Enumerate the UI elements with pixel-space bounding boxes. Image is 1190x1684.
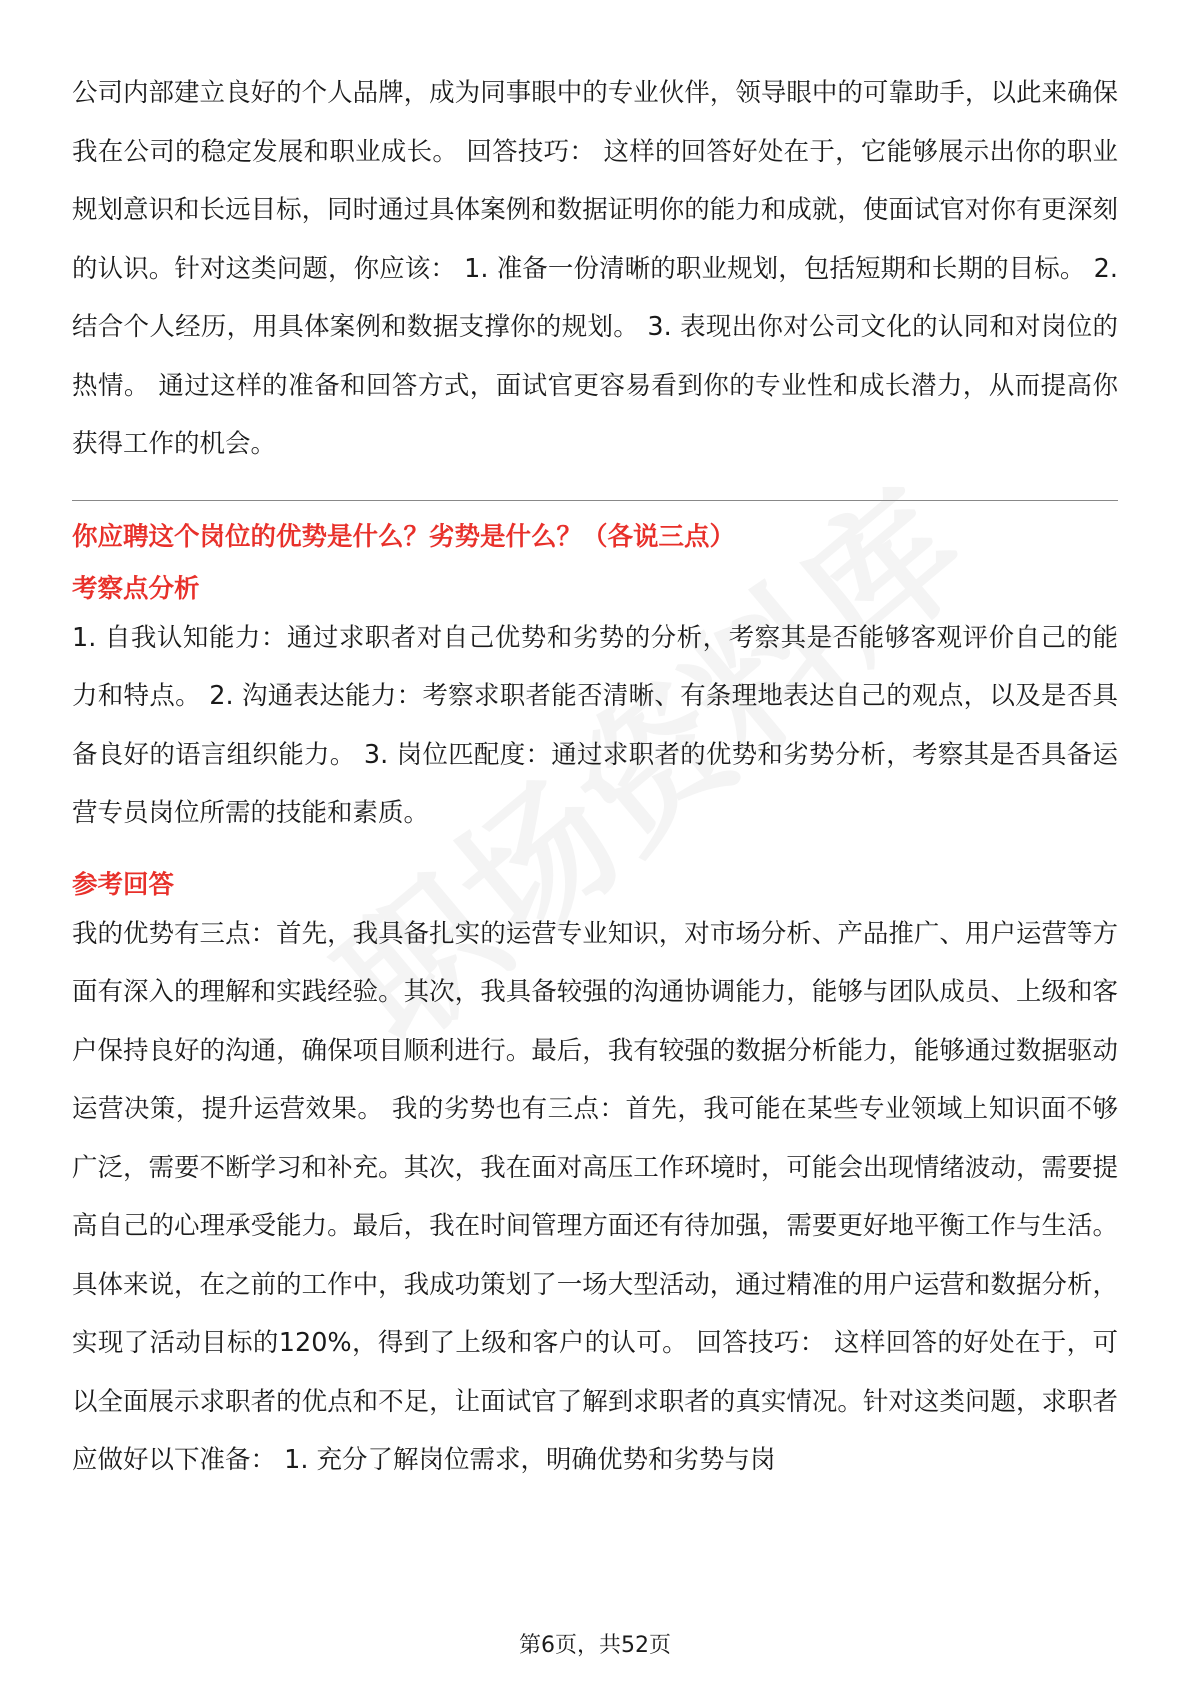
answer-paragraph: 我的优势有三点：首先，我具备扎实的运营专业知识，对市场分析、产品推广、用户运营等方面有深入的理解和实践经验。其次，我具备较强的沟通协调能力，能够与团队成员、上级和客户保持良好的沟通，确保项目顺利进行。最后，我有较强的数据分析能力，能够通过数据驱动运营决策，提升运营效果。 我的劣势也有三点：首先，我可能在某些专业领域上知识面不够广泛，需要不断学习和补充。其次，我在面对高压工作环境时，可能会出现情绪波动，需要提高自己的心理承受能力。最后，我在时间管理方面还有待加强，需要更好地平衡工作与生活。 具体来说，在之前的工作中，我成功策划了一场大型活动，通过精准的用户运营和数据分析，实现了活动目标的120%，得到了上级和客户的认可。 回答技巧： 这样回答的好处在于，可以全面展示求职者的优点和不足，让面试官了解到求职者的真实情况。针对这类问题，求职者应做好以下准备： 1. 充分了解岗位需求，明确优势和劣势与岗 bbox=[72, 918, 1118, 1475]
question-title: 你应聘这个岗位的优势是什么？劣势是什么？（各说三点） bbox=[72, 521, 736, 552]
analysis-paragraph: 1. 自我认知能力：通过求职者对自己优势和劣势的分析，考察其是否能够客观评价自己的能力和特点。 2. 沟通表达能力：考察求职者能否清晰、有条理地表达自己的观点，以及是否具备良好的语言组织能力。 3. 岗位匹配度：通过求职者的优势和劣势分析，考察其是否具备运营专员岗位所需的技能和素质。 bbox=[72, 622, 1118, 828]
answer-heading: 参考回答 bbox=[72, 869, 175, 900]
intro-paragraph: 公司内部建立良好的个人品牌，成为同事眼中的专业伙伴，领导眼中的可靠助手，以此来确保我在公司的稳定发展和职业成长。 回答技巧： 这样的回答好处在于，它能够展示出你的职业规划意识和长远目标，同时通过具体案例和数据证明你的能力和成就，使面试官对你有更深刻的认识。针对这类问题，你应该： 1. 准备一份清晰的职业规划，包括短期和长期的目标。 2. 结合个人经历，用具体案例和数据支撑你的规划。 3. 表现出你对公司文化的认同和对岗位的热情。 通过这样的准备和回答方式，面试官更容易看到你的专业性和成长潜力，从而提高你获得工作的机会。 bbox=[72, 78, 1118, 459]
analysis-heading: 考察点分析 bbox=[72, 573, 200, 604]
page-number: 第6页，共52页 bbox=[519, 1633, 671, 1658]
section-divider bbox=[72, 500, 1118, 501]
document-page bbox=[72, 64, 1118, 1490]
